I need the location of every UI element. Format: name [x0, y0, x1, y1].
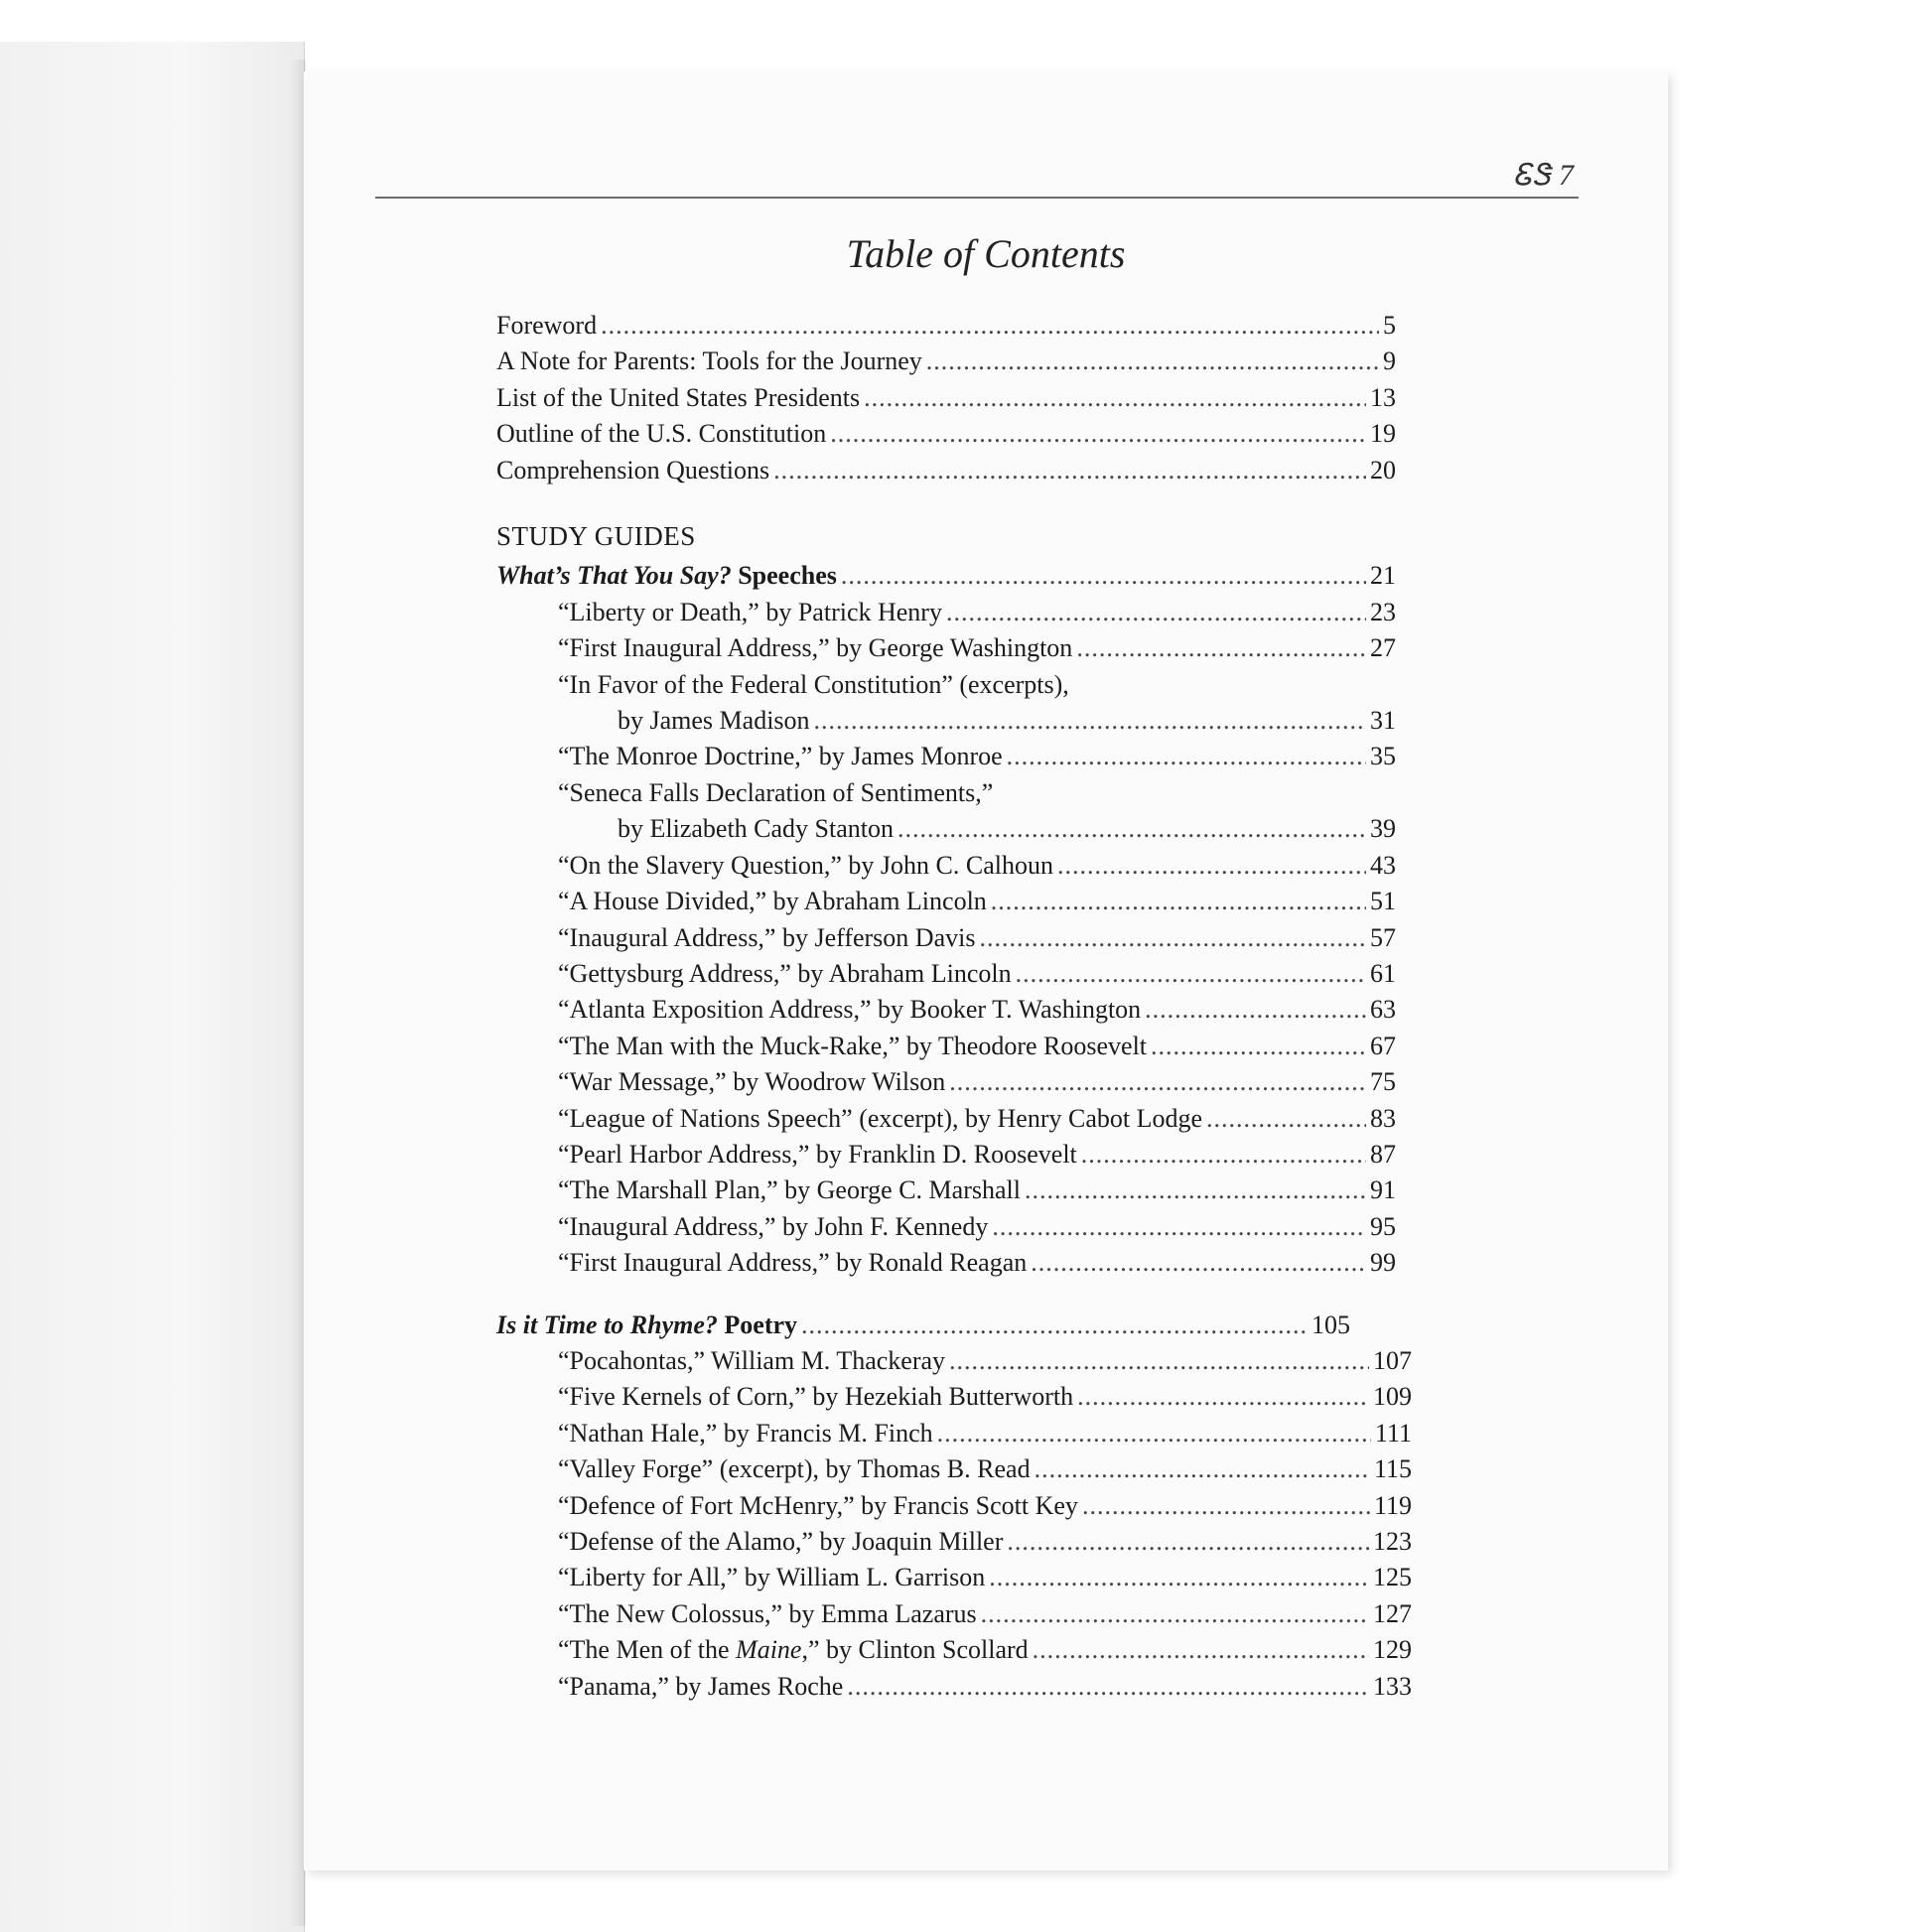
toc-entry[interactable]: “Atlanta Exposition Address,” by Booker T. Washington ..... 63	[496, 992, 1396, 1028]
toc-entry[interactable]: “War Message,” by Woodrow Wilson ..... 75	[496, 1064, 1396, 1100]
toc-entry[interactable]: “Liberty or Death,” by Patrick Henry ..... 23	[496, 595, 1396, 630]
toc-entry-comprehension[interactable]: Comprehension Questions ..... 20	[496, 453, 1396, 488]
toc-entry-constitution[interactable]: Outline of the U.S. Constitution ..... 19	[496, 416, 1396, 452]
toc-entry[interactable]: “First Inaugural Address,” by George Washington ..... 27	[496, 630, 1396, 666]
toc-entry-foreword[interactable]: Foreword ..... 5	[496, 308, 1396, 344]
toc-entry[interactable]: “Gettysburg Address,” by Abraham Lincoln ..... 61	[496, 956, 1396, 992]
toc-entry-note-for-parents[interactable]: A Note for Parents: Tools for the Journey ..... 9	[496, 344, 1396, 379]
toc-entry[interactable]: “Inaugural Address,” by John F. Kennedy ..... 95	[496, 1209, 1396, 1245]
toc-entry[interactable]: “League of Nations Speech” (excerpt), by Henry Cabot Lodge ..... 83	[496, 1101, 1396, 1137]
toc-entry[interactable]: “Liberty for All,” by William L. Garrison ..... 125	[496, 1560, 1412, 1595]
toc-entry[interactable]: “The Man with the Muck-Rake,” by Theodore Roosevelt ..... 67	[496, 1029, 1396, 1064]
toc-entry[interactable]: “The Marshall Plan,” by George C. Marshall ..... 91	[496, 1173, 1396, 1208]
toc-entry[interactable]: “Pocahontas,” William M. Thackeray ..... 107	[496, 1343, 1412, 1379]
toc-entry[interactable]: “Panama,” by James Roche ..... 133	[496, 1669, 1412, 1705]
section-heading-study-guides: STUDY GUIDES	[496, 521, 696, 552]
toc-entry[interactable]: “First Inaugural Address,” by Ronald Reagan ..... 99	[496, 1245, 1396, 1281]
toc-entry[interactable]: “Nathan Hale,” by Francis M. Finch ..... 111	[496, 1416, 1412, 1451]
toc-entry[interactable]: “The Men of the Maine,” by Clinton Scollard ..... 129	[496, 1632, 1412, 1668]
toc-entry[interactable]: “The New Colossus,” by Emma Lazarus ..... 127	[496, 1596, 1412, 1632]
header-rule	[375, 197, 1579, 199]
right-page	[304, 71, 1668, 1870]
toc-entry[interactable]: “Valley Forge” (excerpt), by Thomas B. Read ..... 115	[496, 1451, 1412, 1487]
toc-entry[interactable]: by James Madison ..... 31	[496, 703, 1396, 739]
toc-entry-line[interactable]: “In Favor of the Federal Constitution” (excerpts),	[558, 669, 1069, 699]
toc-entry[interactable]: “Five Kernels of Corn,” by Hezekiah Butterworth ..... 109	[496, 1379, 1412, 1415]
table-of-contents	[496, 308, 1412, 1705]
toc-entry[interactable]: “Inaugural Address,” by Jefferson Davis ..... 57	[496, 920, 1396, 956]
left-page	[0, 42, 305, 1932]
toc-entry[interactable]: “The Monroe Doctrine,” by James Monroe ..... 35	[496, 739, 1396, 774]
toc-entry-presidents[interactable]: List of the United States Presidents ..... 13	[496, 380, 1396, 416]
toc-entry-line[interactable]: “Seneca Falls Declaration of Sentiments,”	[558, 777, 994, 807]
toc-entry[interactable]: “Defence of Fort McHenry,” by Francis Scott Key ..... 119	[496, 1488, 1412, 1524]
toc-entry[interactable]: by Elizabeth Cady Stanton ..... 39	[496, 811, 1396, 847]
toc-entry[interactable]: “Pearl Harbor Address,” by Franklin D. Roosevelt ..... 87	[496, 1137, 1396, 1173]
toc-entry[interactable]: “On the Slavery Question,” by John C. Calhoun ..... 43	[496, 848, 1396, 884]
toc-title: Table of Contents	[846, 231, 1126, 276]
toc-section-poetry[interactable]: Is it Time to Rhyme? Poetry ..... 105	[496, 1308, 1350, 1343]
page-number: 7	[1559, 159, 1574, 192]
toc-entry[interactable]: “Defense of the Alamo,” by Joaquin Miller ..... 123	[496, 1524, 1412, 1560]
header-ornament-icon: ᏋᏕ	[1513, 159, 1551, 192]
toc-section-speeches[interactable]: What’s That You Say? Speeches ..... 21	[496, 558, 1396, 594]
toc-entry[interactable]: “A House Divided,” by Abraham Lincoln ..... 51	[496, 884, 1396, 919]
